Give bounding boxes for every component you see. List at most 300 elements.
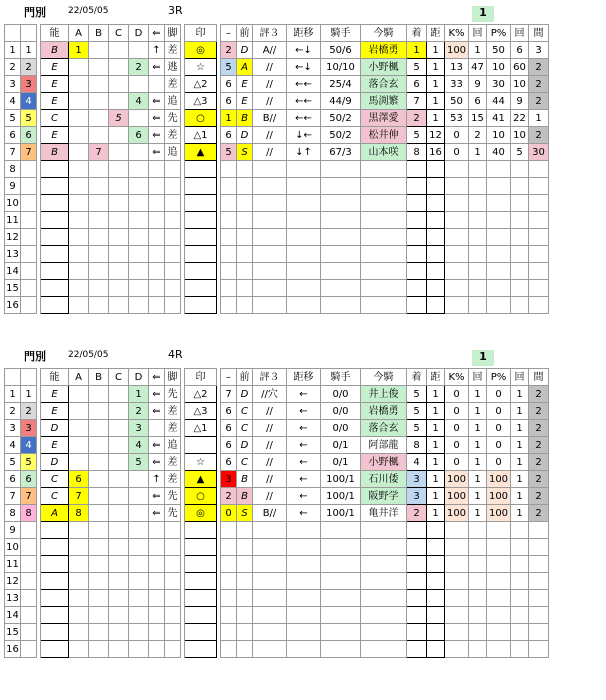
empty-row bbox=[5, 280, 549, 297]
empty-cell bbox=[41, 212, 69, 229]
row-number: 15 bbox=[5, 624, 21, 641]
header-blank bbox=[21, 369, 37, 386]
empty-cell bbox=[109, 522, 129, 539]
empty-cell bbox=[287, 539, 321, 556]
empty-cell bbox=[407, 573, 427, 590]
empty-cell bbox=[321, 607, 361, 624]
empty-cell bbox=[221, 246, 237, 263]
cell-c bbox=[109, 505, 129, 522]
empty-cell bbox=[407, 280, 427, 297]
cell-k2: 6 bbox=[469, 93, 487, 110]
empty-cell bbox=[427, 573, 445, 590]
empty-cell bbox=[321, 212, 361, 229]
column-header-0: 能 bbox=[41, 369, 69, 386]
empty-cell bbox=[41, 297, 69, 314]
cell-dd: 1 bbox=[427, 505, 445, 522]
cell-gap: 2 bbox=[529, 59, 549, 76]
empty-cell bbox=[487, 263, 511, 280]
column-header-14: 着 bbox=[407, 25, 427, 42]
cell-dist: ← bbox=[287, 505, 321, 522]
cell-k: 53 bbox=[445, 110, 469, 127]
empty-cell bbox=[253, 263, 287, 280]
cell-gap: 2 bbox=[529, 127, 549, 144]
empty-cell bbox=[321, 522, 361, 539]
empty-cell bbox=[511, 178, 529, 195]
cell-p: 44 bbox=[487, 93, 511, 110]
cell-dist: ↓↑ bbox=[287, 144, 321, 161]
empty-cell bbox=[185, 280, 217, 297]
cell-pos: B bbox=[237, 488, 253, 505]
empty-cell bbox=[469, 607, 487, 624]
empty-cell bbox=[165, 263, 181, 280]
empty-cell bbox=[185, 297, 217, 314]
empty-cell bbox=[165, 229, 181, 246]
empty-cell bbox=[237, 263, 253, 280]
empty-cell bbox=[185, 522, 217, 539]
cell-mark: △1 bbox=[185, 420, 217, 437]
empty-cell bbox=[287, 195, 321, 212]
column-header-17: 回 bbox=[469, 369, 487, 386]
cell-style: 逃 bbox=[165, 59, 181, 76]
row-number: 15 bbox=[5, 280, 21, 297]
column-header-3: C bbox=[109, 25, 129, 42]
empty-row bbox=[5, 641, 549, 658]
empty-cell bbox=[487, 229, 511, 246]
empty-cell bbox=[109, 641, 129, 658]
empty-cell bbox=[487, 246, 511, 263]
cell-d: 6 bbox=[129, 127, 149, 144]
cell-style: 追 bbox=[165, 437, 181, 454]
race-date: 22/05/05 bbox=[68, 350, 109, 360]
empty-cell bbox=[511, 263, 529, 280]
empty-cell bbox=[89, 280, 109, 297]
empty-cell bbox=[361, 280, 407, 297]
column-header-2: B bbox=[89, 369, 109, 386]
empty-cell bbox=[237, 297, 253, 314]
empty-cell bbox=[511, 297, 529, 314]
cell-gap: 2 bbox=[529, 420, 549, 437]
cell-k: 13 bbox=[445, 59, 469, 76]
empty-cell bbox=[253, 590, 287, 607]
waku-number: 5 bbox=[21, 110, 37, 127]
empty-cell bbox=[253, 607, 287, 624]
column-header-13: 今騎 bbox=[361, 25, 407, 42]
empty-cell bbox=[221, 641, 237, 658]
cell-mark: ◎ bbox=[185, 505, 217, 522]
column-header-10: 評３ bbox=[253, 25, 287, 42]
empty-cell bbox=[529, 539, 549, 556]
empty-cell bbox=[511, 590, 529, 607]
cell-d bbox=[129, 488, 149, 505]
cell-arrow bbox=[149, 420, 165, 437]
empty-cell bbox=[109, 539, 129, 556]
cell-gap: 1 bbox=[529, 110, 549, 127]
empty-cell bbox=[529, 556, 549, 573]
cell-style: 差 bbox=[165, 127, 181, 144]
cell-gap: 2 bbox=[529, 403, 549, 420]
empty-cell bbox=[109, 263, 129, 280]
cell-ev: // bbox=[253, 59, 287, 76]
empty-cell bbox=[407, 590, 427, 607]
row-number: 16 bbox=[5, 297, 21, 314]
row-number: 8 bbox=[5, 161, 21, 178]
empty-cell bbox=[445, 246, 469, 263]
cell-dist: ←← bbox=[287, 93, 321, 110]
cell-ev: // bbox=[253, 471, 287, 488]
empty-cell bbox=[237, 229, 253, 246]
cell-r: E bbox=[41, 386, 69, 403]
cell-p2: 6 bbox=[511, 42, 529, 59]
horse-number: 5 bbox=[5, 110, 21, 127]
empty-cell bbox=[149, 624, 165, 641]
empty-cell bbox=[361, 212, 407, 229]
cell-k2: 1 bbox=[469, 144, 487, 161]
empty-cell bbox=[129, 161, 149, 178]
empty-cell bbox=[41, 195, 69, 212]
cell-dd: 1 bbox=[427, 76, 445, 93]
empty-cell bbox=[321, 229, 361, 246]
empty-cell bbox=[287, 590, 321, 607]
empty-cell bbox=[407, 624, 427, 641]
cell-m: 6 bbox=[221, 403, 237, 420]
empty-cell bbox=[185, 607, 217, 624]
empty-cell bbox=[361, 590, 407, 607]
empty-cell bbox=[185, 539, 217, 556]
cell-fin: 2 bbox=[407, 505, 427, 522]
empty-cell bbox=[129, 556, 149, 573]
cell-p: 0 bbox=[487, 420, 511, 437]
column-header-9: 前 bbox=[237, 25, 253, 42]
waku-number: 3 bbox=[21, 76, 37, 93]
column-header-1: A bbox=[69, 369, 89, 386]
empty-cell bbox=[41, 229, 69, 246]
column-header-20: 間 bbox=[529, 369, 549, 386]
runner-row bbox=[5, 110, 549, 127]
cell-jockey: 100/1 bbox=[321, 471, 361, 488]
column-header-18: P% bbox=[487, 25, 511, 42]
cell-pos: B bbox=[237, 471, 253, 488]
column-header-10: 評３ bbox=[253, 369, 287, 386]
cell-now: 岩橋勇 bbox=[361, 42, 407, 59]
empty-cell bbox=[109, 229, 129, 246]
cell-k: 0 bbox=[445, 420, 469, 437]
empty-cell bbox=[129, 607, 149, 624]
empty-cell bbox=[149, 178, 165, 195]
empty-cell bbox=[487, 607, 511, 624]
cell-b bbox=[89, 93, 109, 110]
empty-cell bbox=[149, 280, 165, 297]
empty-cell bbox=[529, 161, 549, 178]
empty-cell bbox=[237, 246, 253, 263]
empty-cell bbox=[165, 178, 181, 195]
cell-dd: 12 bbox=[427, 127, 445, 144]
empty-cell bbox=[165, 556, 181, 573]
waku-number bbox=[21, 280, 37, 297]
empty-cell bbox=[165, 573, 181, 590]
empty-cell bbox=[109, 195, 129, 212]
empty-cell bbox=[253, 178, 287, 195]
column-header-19: 回 bbox=[511, 369, 529, 386]
cell-now: 黒澤愛 bbox=[361, 110, 407, 127]
cell-dist: ↓← bbox=[287, 127, 321, 144]
empty-cell bbox=[529, 297, 549, 314]
cell-style: 追 bbox=[165, 144, 181, 161]
cell-mark: ▲ bbox=[185, 144, 217, 161]
empty-cell bbox=[41, 556, 69, 573]
empty-cell bbox=[427, 607, 445, 624]
row-number: 11 bbox=[5, 556, 21, 573]
empty-cell bbox=[89, 539, 109, 556]
empty-cell bbox=[41, 178, 69, 195]
empty-cell bbox=[165, 641, 181, 658]
column-header-12: 騎手 bbox=[321, 369, 361, 386]
cell-m: 5 bbox=[221, 59, 237, 76]
empty-cell bbox=[237, 556, 253, 573]
empty-cell bbox=[237, 195, 253, 212]
cell-c bbox=[109, 420, 129, 437]
cell-k2: 1 bbox=[469, 488, 487, 505]
empty-cell bbox=[69, 263, 89, 280]
empty-cell bbox=[221, 556, 237, 573]
column-header-5: ⇐ bbox=[149, 25, 165, 42]
empty-cell bbox=[89, 246, 109, 263]
cell-d bbox=[129, 110, 149, 127]
cell-c: 5 bbox=[109, 110, 129, 127]
empty-cell bbox=[237, 280, 253, 297]
empty-cell bbox=[407, 161, 427, 178]
empty-cell bbox=[407, 229, 427, 246]
empty-cell bbox=[221, 539, 237, 556]
waku-number: 4 bbox=[21, 93, 37, 110]
empty-cell bbox=[89, 522, 109, 539]
empty-cell bbox=[237, 178, 253, 195]
empty-cell bbox=[487, 590, 511, 607]
empty-cell bbox=[89, 178, 109, 195]
cell-d: 4 bbox=[129, 437, 149, 454]
empty-cell bbox=[237, 161, 253, 178]
cell-dist: ← bbox=[287, 420, 321, 437]
empty-cell bbox=[185, 195, 217, 212]
empty-cell bbox=[165, 624, 181, 641]
cell-m: 5 bbox=[221, 144, 237, 161]
empty-cell bbox=[529, 624, 549, 641]
empty-cell bbox=[487, 573, 511, 590]
empty-cell bbox=[109, 590, 129, 607]
column-header-3: C bbox=[109, 369, 129, 386]
column-header-7: 印 bbox=[185, 369, 217, 386]
cell-jockey: 0/0 bbox=[321, 420, 361, 437]
cell-b bbox=[89, 42, 109, 59]
cell-d: 5 bbox=[129, 454, 149, 471]
waku-number bbox=[21, 539, 37, 556]
cell-p: 0 bbox=[487, 403, 511, 420]
empty-cell bbox=[445, 539, 469, 556]
empty-row bbox=[5, 161, 549, 178]
waku-number: 8 bbox=[21, 505, 37, 522]
cell-arrow: ⇐ bbox=[149, 454, 165, 471]
cell-ev: // bbox=[253, 403, 287, 420]
cell-arrow: ⇐ bbox=[149, 59, 165, 76]
empty-cell bbox=[407, 607, 427, 624]
empty-cell bbox=[129, 573, 149, 590]
cell-now: 石川倭 bbox=[361, 471, 407, 488]
cell-c bbox=[109, 127, 129, 144]
empty-cell bbox=[529, 607, 549, 624]
cell-mark: ☆ bbox=[185, 59, 217, 76]
empty-cell bbox=[69, 297, 89, 314]
cell-dist: ← bbox=[287, 488, 321, 505]
cell-b bbox=[89, 110, 109, 127]
empty-cell bbox=[149, 573, 165, 590]
empty-cell bbox=[253, 641, 287, 658]
cell-now: 小野楓 bbox=[361, 454, 407, 471]
empty-cell bbox=[287, 607, 321, 624]
cell-pos: S bbox=[237, 505, 253, 522]
cell-pos: C bbox=[237, 454, 253, 471]
horse-number: 5 bbox=[5, 454, 21, 471]
empty-cell bbox=[253, 573, 287, 590]
empty-cell bbox=[487, 280, 511, 297]
empty-cell bbox=[69, 590, 89, 607]
empty-cell bbox=[287, 522, 321, 539]
empty-cell bbox=[149, 195, 165, 212]
empty-cell bbox=[427, 178, 445, 195]
empty-cell bbox=[445, 624, 469, 641]
cell-now: 井上俊 bbox=[361, 386, 407, 403]
cell-m: 2 bbox=[221, 42, 237, 59]
cell-gap: 2 bbox=[529, 93, 549, 110]
empty-cell bbox=[41, 280, 69, 297]
horse-number: 1 bbox=[5, 386, 21, 403]
cell-dd: 1 bbox=[427, 386, 445, 403]
empty-cell bbox=[469, 212, 487, 229]
waku-number bbox=[21, 641, 37, 658]
venue-name: 門別 bbox=[24, 6, 46, 19]
column-header-1: A bbox=[69, 25, 89, 42]
empty-cell bbox=[445, 522, 469, 539]
cell-r: E bbox=[41, 59, 69, 76]
empty-cell bbox=[321, 263, 361, 280]
horse-number: 8 bbox=[5, 505, 21, 522]
waku-number bbox=[21, 590, 37, 607]
runner-row bbox=[5, 471, 549, 488]
empty-cell bbox=[529, 195, 549, 212]
cell-k2: 1 bbox=[469, 471, 487, 488]
empty-cell bbox=[427, 556, 445, 573]
cell-arrow: ⇐ bbox=[149, 437, 165, 454]
empty-cell bbox=[487, 624, 511, 641]
empty-cell bbox=[487, 297, 511, 314]
empty-cell bbox=[445, 590, 469, 607]
empty-cell bbox=[469, 590, 487, 607]
empty-cell bbox=[469, 229, 487, 246]
cell-dist: ←↓ bbox=[287, 42, 321, 59]
cell-fin: 1 bbox=[407, 42, 427, 59]
column-header-0: 能 bbox=[41, 25, 69, 42]
cell-k: 50 bbox=[445, 93, 469, 110]
empty-cell bbox=[165, 280, 181, 297]
empty-cell bbox=[361, 539, 407, 556]
empty-cell bbox=[129, 297, 149, 314]
cell-gap: 2 bbox=[529, 454, 549, 471]
cell-dist: ← bbox=[287, 454, 321, 471]
cell-a: 7 bbox=[69, 488, 89, 505]
empty-cell bbox=[221, 624, 237, 641]
empty-cell bbox=[529, 178, 549, 195]
cell-p2: 1 bbox=[511, 403, 529, 420]
empty-cell bbox=[89, 556, 109, 573]
empty-cell bbox=[445, 556, 469, 573]
horse-number: 4 bbox=[5, 93, 21, 110]
cell-m: 1 bbox=[221, 110, 237, 127]
cell-a bbox=[69, 76, 89, 93]
cell-style: 先 bbox=[165, 110, 181, 127]
empty-cell bbox=[89, 229, 109, 246]
cell-now: 阪野学 bbox=[361, 488, 407, 505]
cell-dd: 1 bbox=[427, 437, 445, 454]
horse-number: 6 bbox=[5, 127, 21, 144]
empty-cell bbox=[469, 263, 487, 280]
waku-number bbox=[21, 607, 37, 624]
empty-cell bbox=[129, 246, 149, 263]
cell-k: 0 bbox=[445, 403, 469, 420]
empty-cell bbox=[69, 195, 89, 212]
empty-cell bbox=[469, 641, 487, 658]
empty-cell bbox=[321, 178, 361, 195]
empty-cell bbox=[165, 522, 181, 539]
empty-cell bbox=[253, 161, 287, 178]
empty-cell bbox=[149, 297, 165, 314]
empty-cell bbox=[41, 522, 69, 539]
runner-row bbox=[5, 420, 549, 437]
empty-cell bbox=[427, 297, 445, 314]
empty-cell bbox=[487, 556, 511, 573]
waku-number bbox=[21, 212, 37, 229]
cell-p: 41 bbox=[487, 110, 511, 127]
column-header-19: 回 bbox=[511, 25, 529, 42]
column-header-17: 回 bbox=[469, 25, 487, 42]
cell-r: E bbox=[41, 76, 69, 93]
empty-cell bbox=[361, 556, 407, 573]
header-blank bbox=[5, 369, 21, 386]
empty-cell bbox=[427, 212, 445, 229]
empty-cell bbox=[165, 590, 181, 607]
cell-k: 0 bbox=[445, 454, 469, 471]
empty-cell bbox=[109, 212, 129, 229]
empty-cell bbox=[321, 297, 361, 314]
empty-row bbox=[5, 212, 549, 229]
empty-cell bbox=[237, 539, 253, 556]
cell-m: 6 bbox=[221, 127, 237, 144]
cell-r: E bbox=[41, 437, 69, 454]
empty-cell bbox=[361, 178, 407, 195]
empty-cell bbox=[129, 195, 149, 212]
cell-c bbox=[109, 488, 129, 505]
column-header-5: ⇐ bbox=[149, 369, 165, 386]
empty-cell bbox=[427, 624, 445, 641]
cell-r: E bbox=[41, 127, 69, 144]
cell-p: 0 bbox=[487, 386, 511, 403]
cell-b bbox=[89, 386, 109, 403]
horse-number: 2 bbox=[5, 403, 21, 420]
empty-cell bbox=[469, 556, 487, 573]
cell-a bbox=[69, 110, 89, 127]
cell-mark bbox=[185, 437, 217, 454]
cell-r: B bbox=[41, 144, 69, 161]
empty-cell bbox=[129, 178, 149, 195]
cell-k2: 9 bbox=[469, 76, 487, 93]
cell-fin: 2 bbox=[407, 110, 427, 127]
